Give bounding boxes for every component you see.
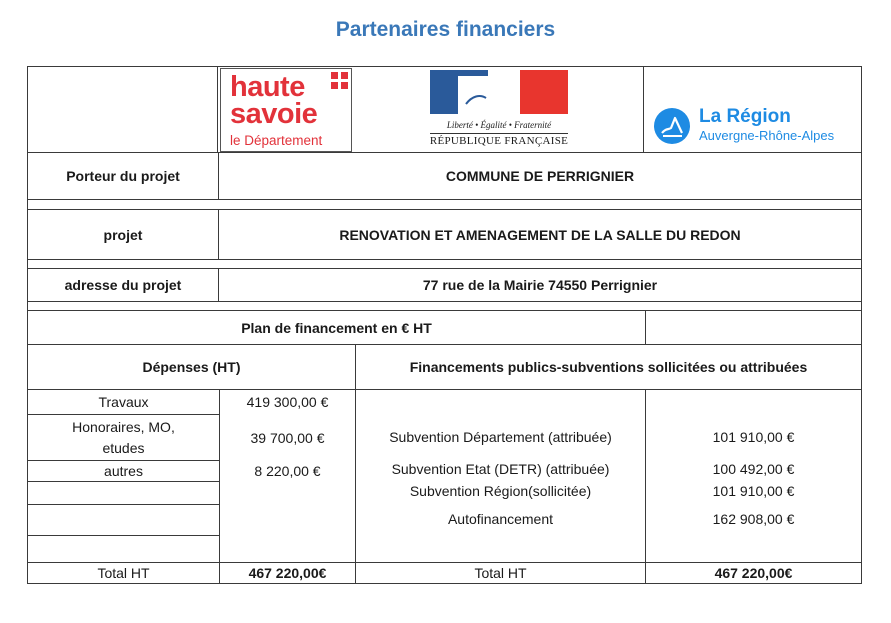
row-line xyxy=(27,199,862,200)
savoie-cross-icon xyxy=(331,82,338,89)
porteur-value: COMMUNE DE PERRIGNIER xyxy=(445,168,635,184)
row-line xyxy=(27,301,862,302)
financement-label: Subvention Région(sollicitée) xyxy=(409,483,592,499)
row-line xyxy=(27,535,219,536)
depense-amount: 39 700,00 € xyxy=(250,429,325,446)
projet-label: projet xyxy=(103,226,143,243)
financement-amount: 162 908,00 € xyxy=(712,511,795,527)
savoie-cross-icon xyxy=(341,72,348,79)
logo-text: Liberté • Égalité • Fraternité xyxy=(446,120,552,130)
marianne-profile-icon xyxy=(458,74,528,114)
row-line xyxy=(27,259,862,260)
projet-value: RENOVATION ET AMENAGEMENT DE LA SALLE DU REDON xyxy=(339,226,741,243)
republique-francaise-logo xyxy=(428,70,570,150)
depense-amount: 8 220,00 € xyxy=(254,463,321,479)
row-line xyxy=(27,583,862,584)
depense-amount: 419 300,00 € xyxy=(246,394,329,410)
plan-heading: Plan de financement en € HT xyxy=(241,319,432,336)
adresse-value: 77 rue de la Mairie 74550 Perrignier xyxy=(422,277,658,293)
savoie-cross-icon xyxy=(331,72,338,79)
page-title: Partenaires financiers xyxy=(335,18,556,41)
row-line xyxy=(27,66,862,67)
financement-label: Autofinancement xyxy=(447,511,554,527)
financement-label: Subvention Département (attribuée) xyxy=(389,429,612,445)
financement-label: Subvention Etat (DETR) (attribuée) xyxy=(391,461,610,477)
logo-text: le Département xyxy=(230,133,323,148)
col-line xyxy=(643,66,644,152)
table-border-right xyxy=(861,66,862,584)
depenses-header: Dépenses (HT) xyxy=(142,359,241,375)
haute-savoie-logo xyxy=(220,68,352,152)
adresse-label: adresse du projet xyxy=(64,277,182,293)
region-mountain-icon xyxy=(654,108,690,144)
total-label-financements: Total HT xyxy=(474,565,527,581)
row-line xyxy=(27,481,219,482)
logo-text: RÉPUBLIQUE FRANÇAISE xyxy=(429,135,569,147)
total-depenses: 467 220,00€ xyxy=(248,565,327,581)
logo-text: La Région xyxy=(699,106,791,127)
region-aura-logo xyxy=(654,108,859,148)
logo-text: savoie xyxy=(230,98,318,130)
logo-text: haute xyxy=(230,71,305,103)
total-label-depenses: Total HT xyxy=(97,565,150,581)
divider xyxy=(430,133,568,134)
financement-amount: 101 910,00 € xyxy=(712,483,795,499)
row-line xyxy=(27,504,219,505)
depense-label: Travaux xyxy=(98,394,149,410)
financement-amount: 100 492,00 € xyxy=(712,461,795,477)
savoie-cross-icon xyxy=(341,82,348,89)
financements-header: Financements publics-subventions sollicitées ou attribuées xyxy=(409,359,808,375)
porteur-label: Porteur du projet xyxy=(66,168,180,184)
depense-label: autres xyxy=(104,463,143,479)
financement-amount: 101 910,00 € xyxy=(712,429,795,445)
total-financements: 467 220,00€ xyxy=(714,565,793,581)
col-line xyxy=(217,66,218,152)
col-line xyxy=(645,310,646,344)
logo-text: Auvergne-Rhône-Alpes xyxy=(699,128,835,143)
depense-label: Honoraires, MO, etudes xyxy=(72,418,175,456)
